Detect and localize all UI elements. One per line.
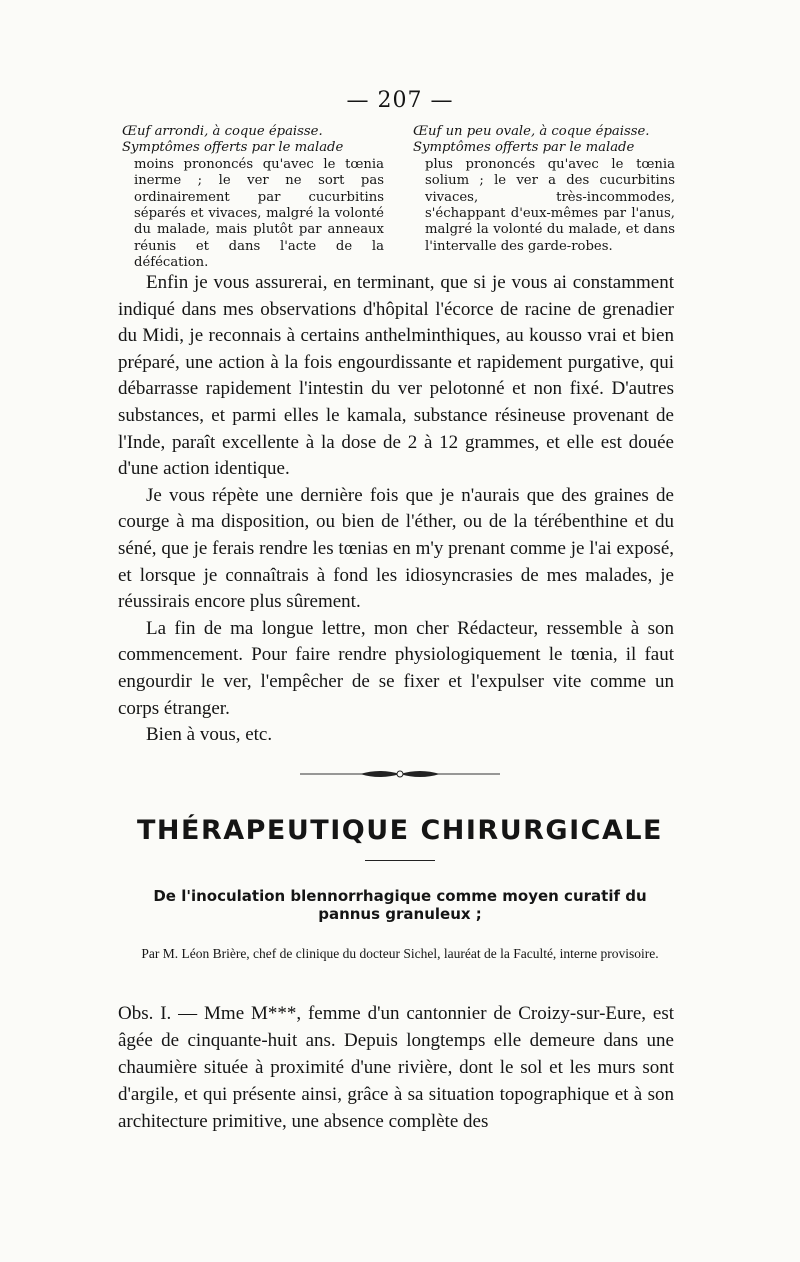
paragraph: La fin de ma longue lettre, mon cher Rédacteur, ressemble à son commencement. Pour faire rendre physiologiquement le tœnia, il faut engourdir le ver, l'empêcher de se fixer et l'expulser vite comme un corps étranger.	[118, 617, 674, 719]
left-column-text: moins prononcés qu'avec le tœnia inerme ; le ver ne sort pas ordinairement par cucurbitins séparés et vivaces, malgré la volonté du malade, mais plutôt par anneaux réunis et dans l'acte de la défécation.	[134, 156, 384, 271]
right-column-heading: Œuf un peu ovale, à coque épaisse.	[413, 124, 650, 139]
right-column	[413, 124, 675, 255]
byline: Par M. Léon Brière, chef de clinique du docteur Sichel, lauréat de la Faculté, interne provisoire.	[141, 946, 659, 961]
left-column	[122, 124, 384, 272]
title-rule	[365, 860, 435, 861]
left-column-subheading: Symptômes offerts par le malade	[122, 140, 344, 156]
body-text	[118, 270, 674, 749]
section-title: THÉRAPEUTIQUE CHIRURGICALE	[136, 815, 663, 846]
right-column-text: plus prononcés qu'avec le tœnia solium ; le ver a des cucurbitins vivaces, très-incommodes, s'échappant d'eux-mêmes par l'anus, malgré la volonté du malade, et dans l'intervalle des garde-robes.	[425, 156, 675, 254]
right-column-subheading: Symptômes offerts par le malade	[413, 140, 635, 156]
observation-text	[118, 1000, 674, 1135]
observation-paragraph: Obs. I. — Mme M***, femme d'un cantonnier de Croizy-sur-Eure, est âgée de cinquante-huit ans. Depuis longtemps elle demeure dans une chaumière située à proximité d'une rivière, dont le sol et les murs sont d'argile, et qui présente ainsi, grâce à sa situation topographique et à son architecture primitive, une absence complète des	[118, 1003, 674, 1132]
page-number: — 207 —	[346, 88, 454, 113]
left-column-heading: Œuf arrondi, à coque épaisse.	[122, 124, 323, 139]
paragraph: Je vous répète une dernière fois que je n'aurais que des graines de courge à ma disposition, ou bien de l'éther, ou de la térébenthine et du séné, que je ferais rendre les tœnias en m'y prenant comme je l'ai exposé, et lorsque je connaîtrais à fond les idiosyncrasies de mes malades, je réussirais encore plus sûrement.	[118, 484, 674, 613]
paragraph: Enfin je vous assurerai, en terminant, que si je vous ai constamment indiqué dans mes observations d'hôpital l'écorce de racine de grenadier du Midi, je reconnais à certains anthelminthiques, au kousso vrai et bien préparé, une action à la fois engourdissante et rapidement purgative, qui débarrasse rapidement l'intestin du ver pelotonné et non fixé. D'autres substances, et parmi elles le kamala, substance résineuse provenant de l'Inde, paraît excellente à la dose de 2 à 12 grammes, et elle est douée d'une action identique.	[118, 272, 674, 480]
ornament-divider	[300, 768, 500, 780]
article-title: De l'inoculation blennorrhagique comme moyen curatif du pannus granuleux ;	[153, 887, 647, 923]
paragraph: Bien à vous, etc.	[146, 724, 273, 746]
